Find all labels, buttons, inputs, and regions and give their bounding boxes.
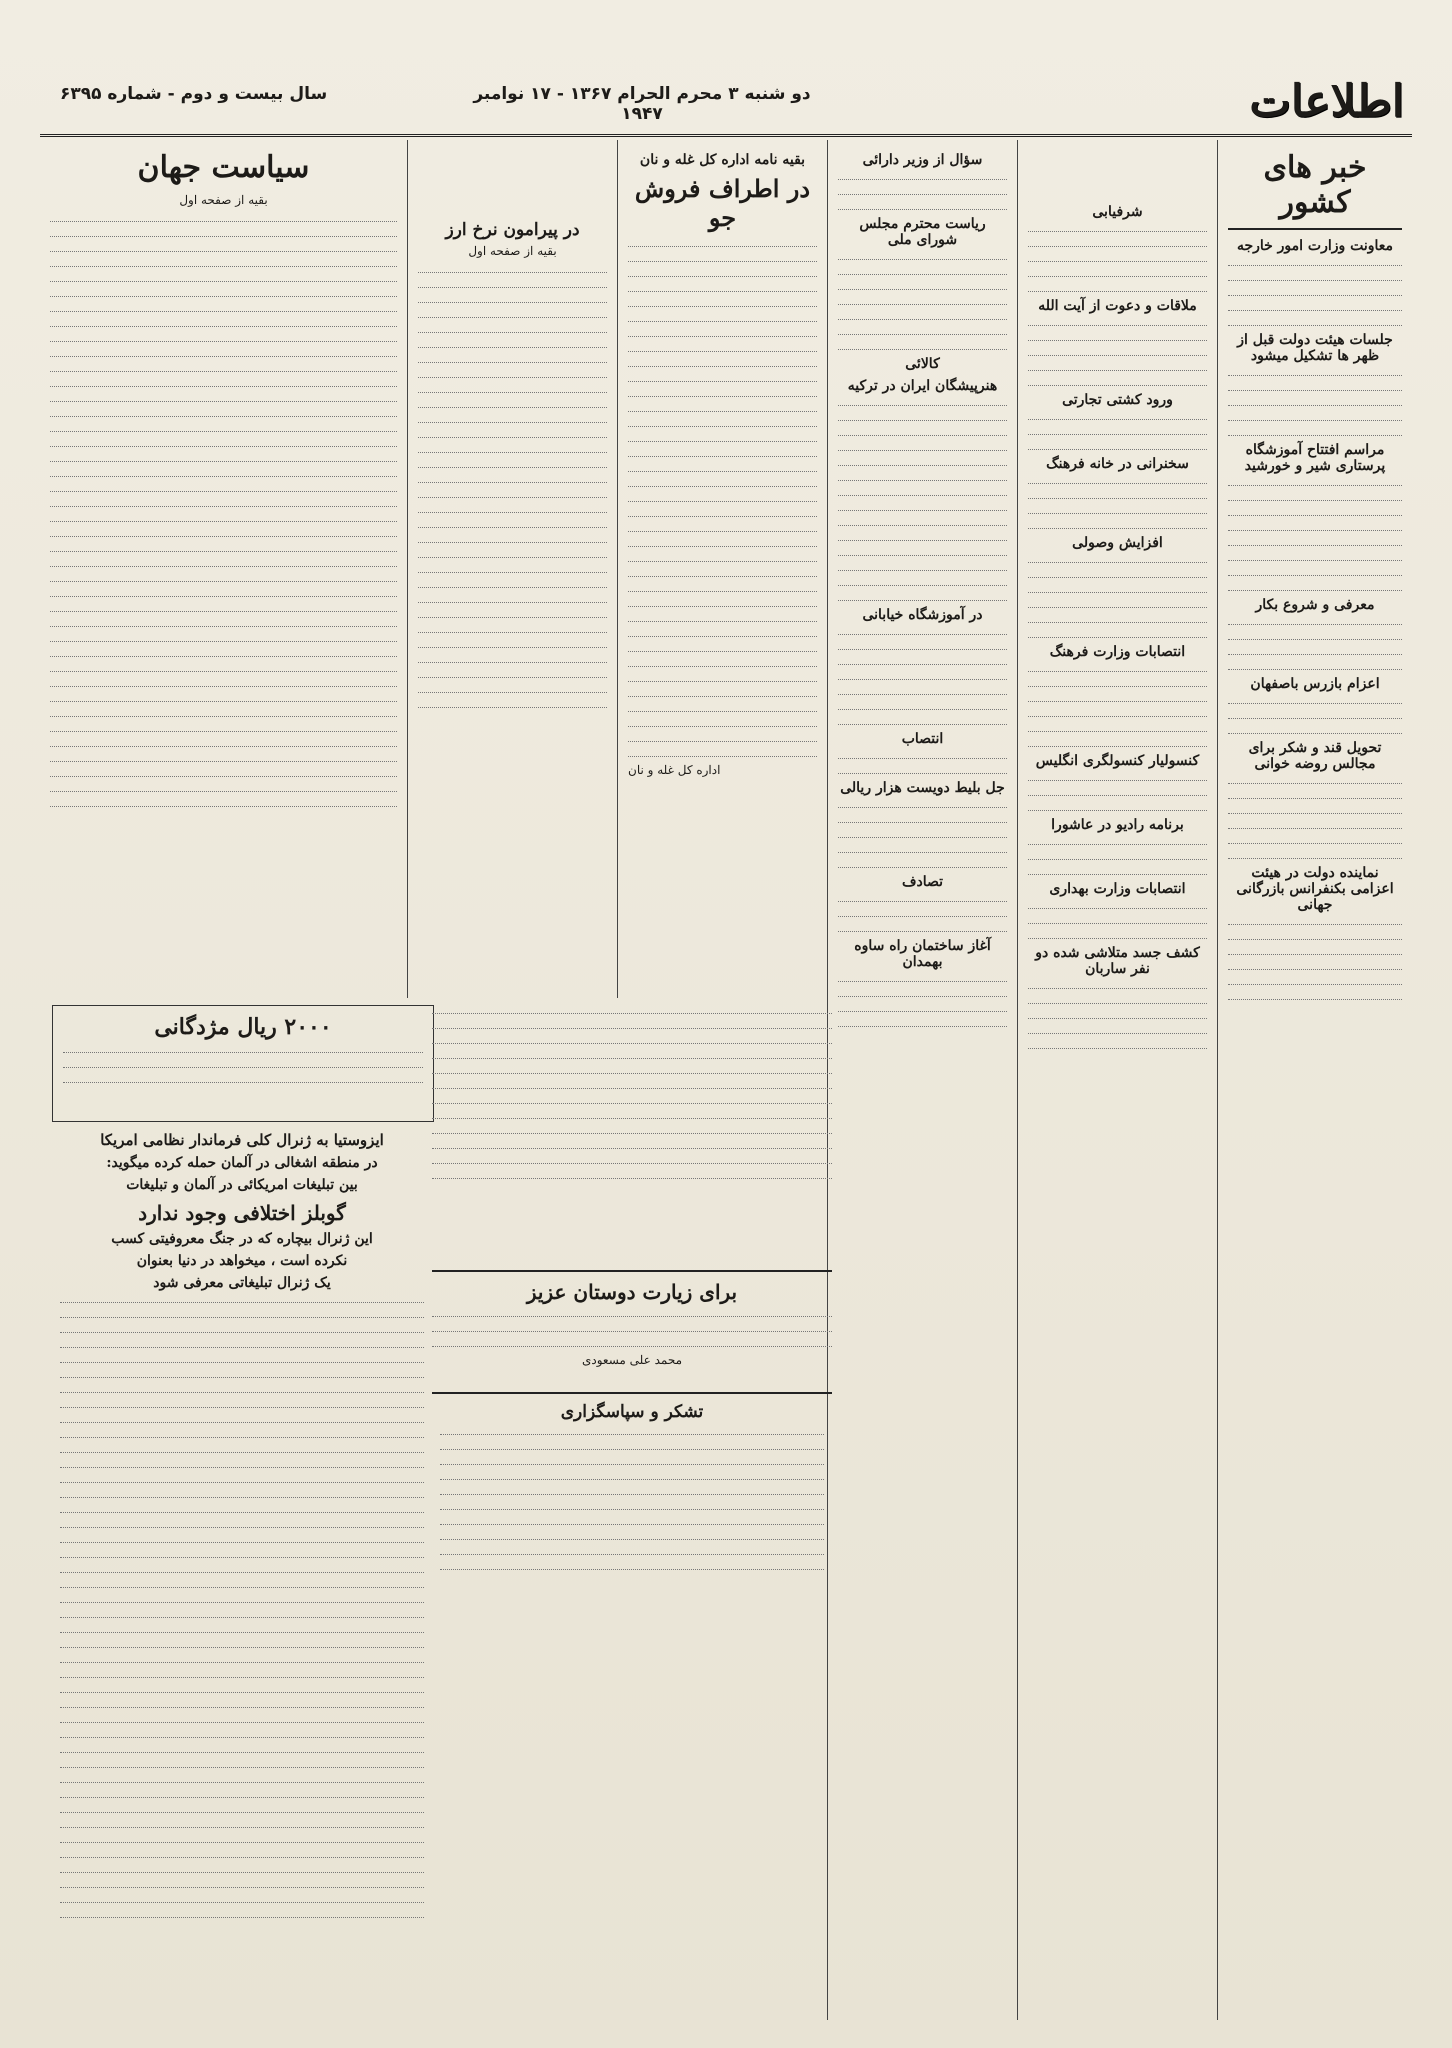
germany-head-7: یک ژنرال تبلیغاتی معرفی شود bbox=[153, 1275, 331, 1291]
reward-ad-title: ۲۰۰۰ ریال مژدگانی bbox=[154, 1014, 332, 1040]
news-item-heading: برنامه رادیو در عاشورا bbox=[1051, 817, 1184, 833]
news-column-2 bbox=[1017, 140, 1217, 2020]
germany-head-1: ایزوستیا به ژنرال کلی فرماندار نظامی امریکا bbox=[100, 1131, 384, 1149]
col-3 bbox=[827, 140, 1017, 2020]
visit-signature: محمد علی مسعودی bbox=[581, 1353, 683, 1367]
news-item-heading: کشف جسد متلاشی شده دو نفر ساربان bbox=[1035, 945, 1200, 977]
dateline: دو شنبه ۳ محرم الحرام ۱۳۶۷ - ۱۷ نوامبر ۱۹۴۷ bbox=[473, 84, 811, 124]
news-column bbox=[1217, 140, 1412, 2020]
germany-article bbox=[52, 1125, 432, 2020]
masthead bbox=[40, 70, 1412, 137]
news-item-heading: معاونت وزارت امور خارجه bbox=[1236, 238, 1394, 254]
visit-notice bbox=[432, 1270, 832, 1392]
news-item-heading: ورود کشتی تجارتی bbox=[1062, 392, 1173, 408]
germany-head-2: در منطقه اشغالی در آلمان حمله کرده میگوید: bbox=[106, 1155, 378, 1171]
grain-title: در اطراف فروش جو bbox=[634, 174, 811, 232]
germany-head-3: بین تبلیغات امریکائی در آلمان و تبلیغات bbox=[126, 1177, 358, 1193]
germany-head-4: گوبلز اختلافی وجود ندارد bbox=[138, 1201, 346, 1225]
germany-head-6: نکرده است ، میخواهد در دنیا بعنوان bbox=[136, 1253, 348, 1269]
currency-title: در پیرامون نرخ ارز bbox=[445, 220, 580, 240]
news-item-heading: کنسولیار کنسولگری انگلیس bbox=[1035, 753, 1200, 769]
news-item-heading: انتصابات وزارت فرهنگ bbox=[1049, 644, 1186, 660]
grain-kicker: بقیه نامه اداره کل غله و نان bbox=[639, 152, 806, 168]
politics-title: سیاست جهان bbox=[137, 150, 310, 185]
news-item-heading: تحویل قند و شکر برای مجالس روضه خوانی bbox=[1248, 740, 1382, 772]
item-heading: کالائی bbox=[905, 356, 940, 372]
news-item-heading: جلسات هیئت دولت قبل از ظهر ها تشکیل میشود bbox=[1237, 332, 1393, 364]
item-heading: آغاز ساختمان راه ساوه بهمدان bbox=[854, 938, 991, 970]
news-item-heading: انتصابات وزارت بهداری bbox=[1049, 881, 1186, 897]
grain-signature: اداره کل غله و نان bbox=[628, 763, 721, 777]
reward-ad bbox=[52, 1005, 434, 1122]
news-item-heading: اعزام بازرس باصفهان bbox=[1250, 676, 1380, 692]
news-item-heading: نماینده دولت در هیئت اعزامی بکنفرانس بازرگانی جهانی bbox=[1236, 865, 1394, 913]
visit-title: برای زیارت دوستان عزیز bbox=[526, 1280, 738, 1304]
currency-column bbox=[407, 140, 617, 998]
currency-sub: بقیه از صفحه اول bbox=[468, 244, 557, 258]
germany-head-5: این ژنرال بیچاره که در جنگ معروفیتی کسب bbox=[111, 1231, 373, 1247]
item-heading: سؤال از وزیر دارائی bbox=[862, 152, 983, 168]
news-section-title: خبر های کشور bbox=[1263, 150, 1367, 220]
politics-sub: بقیه از صفحه اول bbox=[179, 193, 268, 207]
item-heading: تصادف bbox=[901, 874, 944, 890]
newspaper-logo: اطلاعات bbox=[1249, 76, 1404, 127]
item-heading: انتصاب bbox=[901, 731, 944, 747]
politics-column bbox=[40, 140, 407, 998]
item-heading: جل بلیط دویست هزار ریالی bbox=[840, 780, 1005, 796]
news-item-heading: افزایش وصولی bbox=[1072, 535, 1163, 551]
news-item-heading: معرفی و شروع بکار bbox=[1255, 597, 1375, 613]
news-item-heading: سخنرانی در خانه فرهنگ bbox=[1046, 456, 1189, 472]
item-heading: در آموزشگاه خیابانی bbox=[862, 607, 983, 623]
issue-number: سال بیست و دوم - شماره ۶۳۹۵ bbox=[60, 84, 328, 104]
item-heading: هنرپیشگان ایران در ترکیه bbox=[847, 378, 998, 394]
news-item-heading: ملاقات و دعوت از آیت الله bbox=[1038, 298, 1197, 314]
news-item-heading: مراسم افتتاح آموزشگاه پرستاری شیر و خورشید bbox=[1244, 442, 1386, 474]
thanks-notice bbox=[432, 1392, 832, 2024]
bottom-middle-upper bbox=[432, 1005, 832, 1265]
thanks-title: تشکر و سپاسگزاری bbox=[560, 1402, 704, 1422]
divider bbox=[1228, 228, 1402, 230]
grain-column bbox=[617, 140, 827, 998]
news-item-heading: شرفیابی bbox=[1092, 204, 1143, 220]
item-heading: ریاست محترم مجلس شورای ملی bbox=[859, 216, 986, 248]
